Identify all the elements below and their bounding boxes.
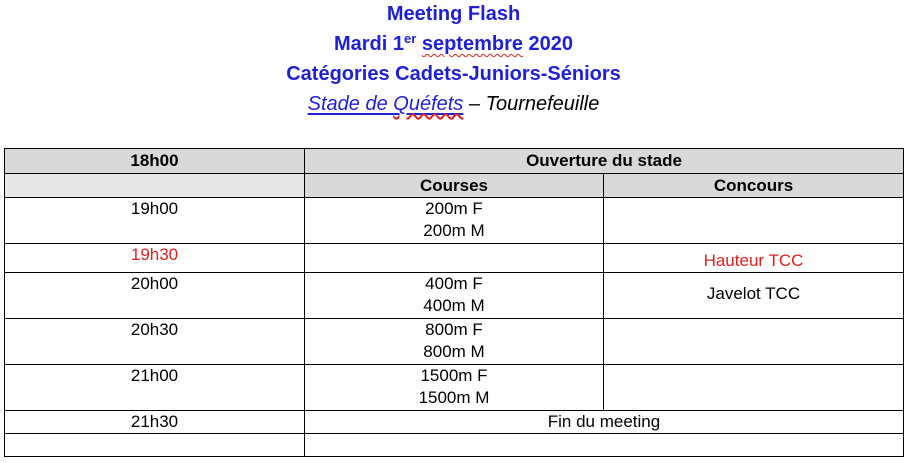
meeting-date bbox=[0, 29, 907, 59]
row-time: 20h30 bbox=[5, 319, 305, 365]
meeting-venue bbox=[0, 89, 907, 119]
row-time: 20h00 bbox=[5, 273, 305, 319]
course-item: 1500m M bbox=[418, 388, 490, 407]
meeting-categories: Catégories Cadets-Juniors-Séniors bbox=[286, 63, 621, 85]
concours-item: Hauteur TCC bbox=[703, 251, 804, 270]
date-month: septembre bbox=[421, 33, 523, 55]
row-courses bbox=[305, 365, 604, 411]
column-header-courses: Courses bbox=[305, 174, 604, 198]
venue-name: Quéfets bbox=[393, 93, 464, 115]
row-concours bbox=[604, 244, 904, 273]
row-time: 19h30 bbox=[5, 244, 305, 273]
row-concours bbox=[604, 273, 904, 319]
row-concours bbox=[604, 319, 904, 365]
schedule-table bbox=[4, 148, 904, 457]
venue-stadium-link[interactable] bbox=[308, 93, 464, 115]
table-row bbox=[5, 319, 904, 365]
venue-separator: – bbox=[463, 93, 486, 115]
table-row bbox=[5, 365, 904, 411]
document-header bbox=[0, 0, 907, 119]
empty-cell bbox=[305, 434, 904, 457]
course-item: 800m F bbox=[425, 320, 483, 339]
row-courses bbox=[305, 198, 604, 244]
table-row bbox=[5, 244, 904, 273]
table-header-row bbox=[5, 149, 904, 174]
meeting-title: Meeting Flash bbox=[386, 3, 521, 25]
row-courses bbox=[305, 244, 604, 273]
column-header-concours: Concours bbox=[604, 174, 904, 198]
date-superscript: er bbox=[403, 31, 417, 46]
course-item: 1500m F bbox=[420, 366, 488, 385]
venue-prefix: Stade de bbox=[307, 93, 394, 115]
venue-city: Tournefeuille bbox=[485, 93, 600, 115]
table-row bbox=[5, 198, 904, 244]
table-end-row bbox=[5, 411, 904, 434]
table-empty-row bbox=[5, 434, 904, 457]
empty-cell bbox=[5, 434, 305, 457]
subheader-empty-cell bbox=[5, 174, 305, 198]
end-time: 21h30 bbox=[5, 411, 305, 434]
date-prefix: Mardi 1 bbox=[333, 33, 404, 55]
row-courses bbox=[305, 273, 604, 319]
row-concours bbox=[604, 198, 904, 244]
course-item: 400m F bbox=[425, 274, 483, 293]
end-label: Fin du meeting bbox=[305, 411, 904, 434]
table-subheader-row bbox=[5, 174, 904, 198]
concours-item: Javelot TCC bbox=[706, 284, 801, 303]
course-item: 200m M bbox=[423, 221, 485, 240]
opening-label: Ouverture du stade bbox=[305, 149, 904, 174]
row-time: 19h00 bbox=[5, 198, 305, 244]
date-year: 2020 bbox=[522, 33, 574, 55]
table-row bbox=[5, 273, 904, 319]
course-item: 200m F bbox=[425, 199, 483, 218]
row-time: 21h00 bbox=[5, 365, 305, 411]
row-courses bbox=[305, 319, 604, 365]
course-item: 400m M bbox=[423, 296, 485, 315]
row-concours bbox=[604, 365, 904, 411]
opening-time: 18h00 bbox=[5, 149, 305, 174]
course-item: 800m M bbox=[423, 342, 485, 361]
